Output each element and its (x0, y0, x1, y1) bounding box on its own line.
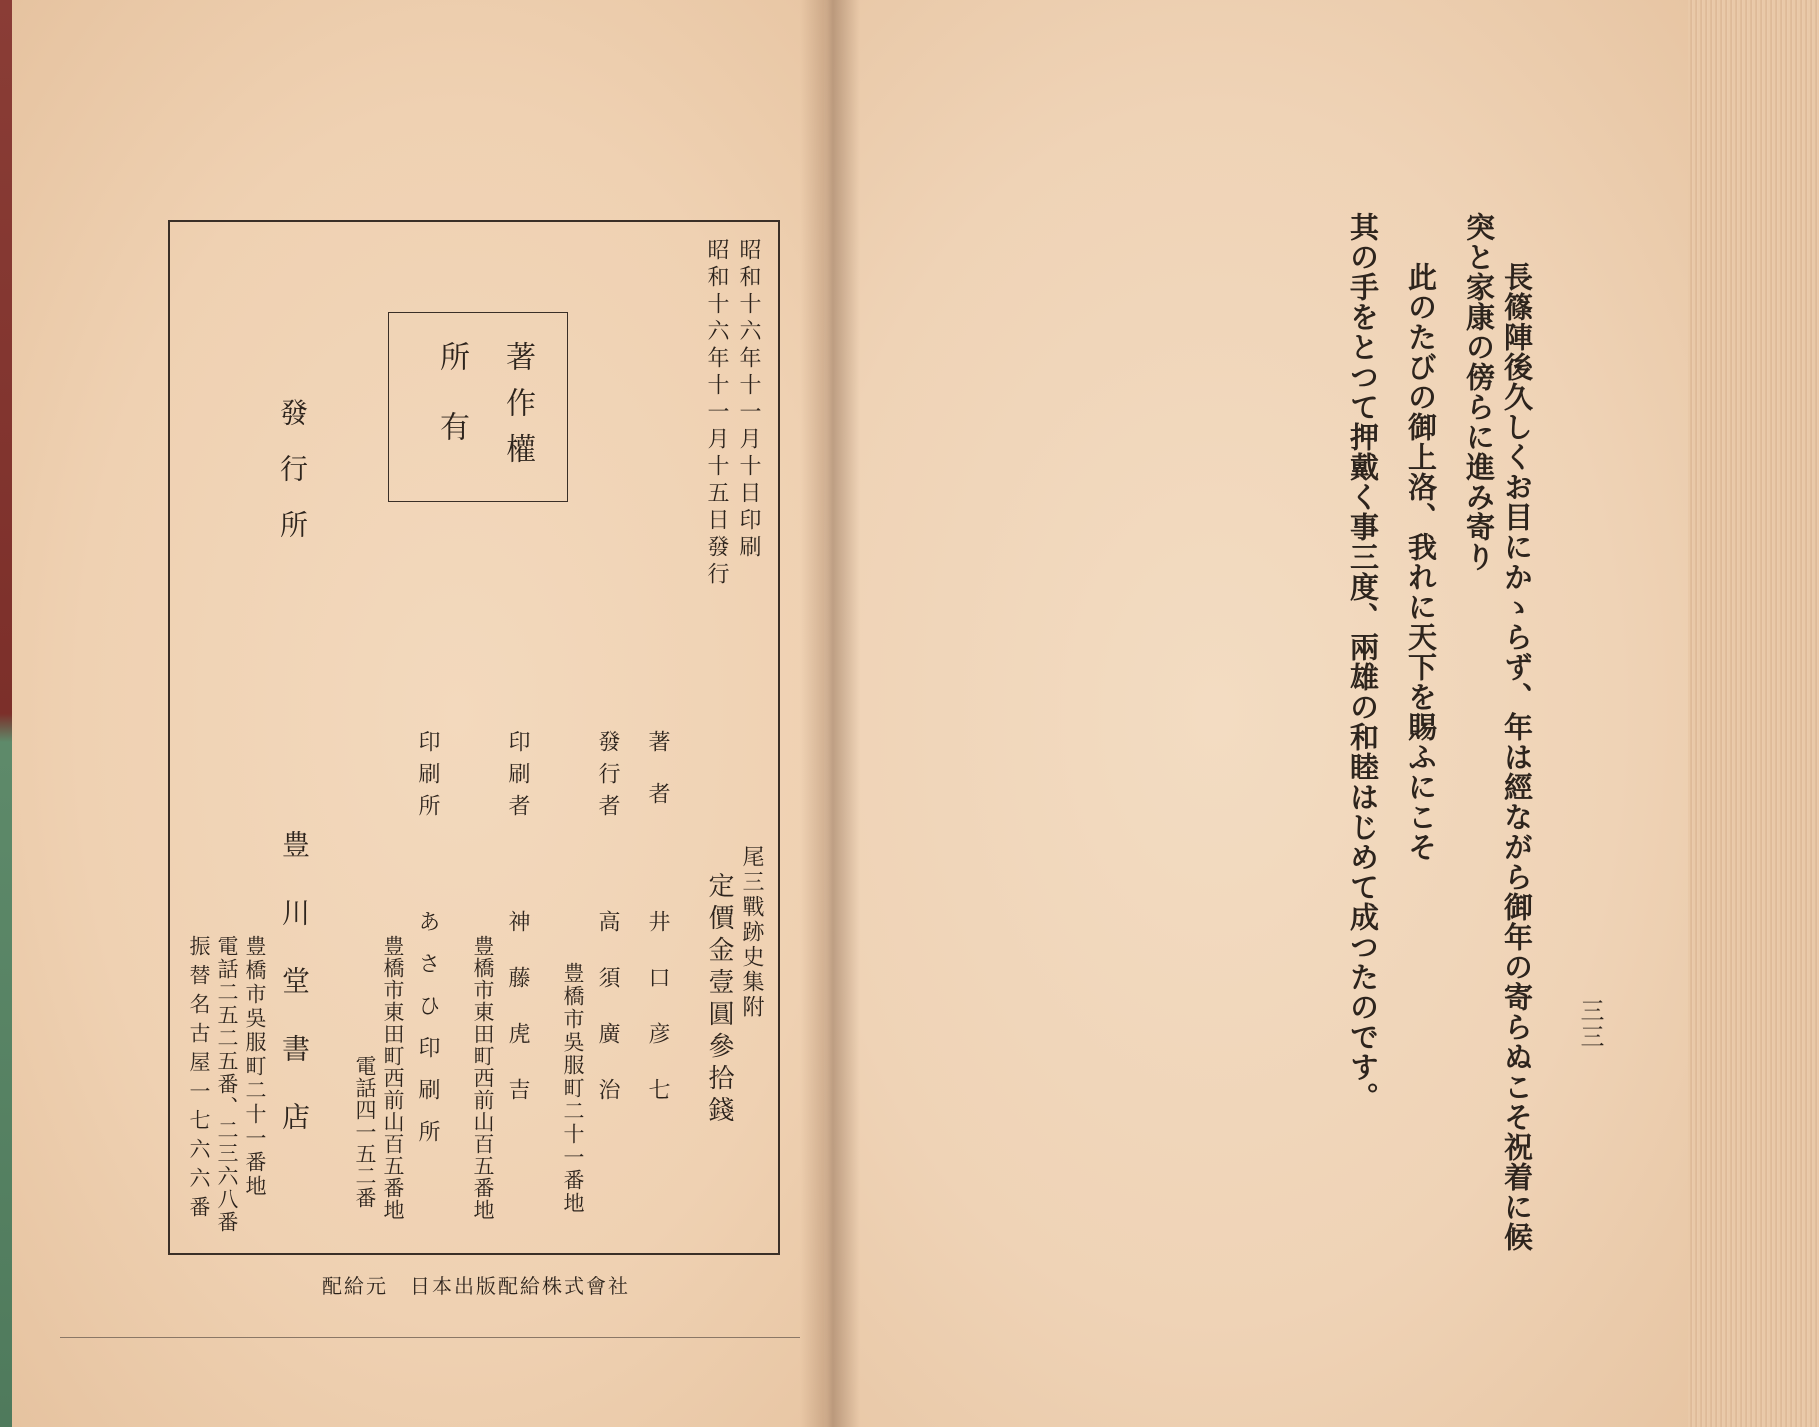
copyright-stamp (388, 312, 568, 502)
page-edges (1688, 0, 1819, 1427)
price: 定價金壹圓參拾錢 (704, 872, 734, 1128)
credit-role-printing-office: 印刷所 (415, 730, 440, 826)
series-note: 尾三戰跡史集附 (739, 845, 764, 1020)
credit-name-printer: 神藤虎吉 (505, 910, 530, 1134)
credit-phone-printing-office: 電話四一五二番 (353, 1055, 377, 1209)
body-line-2: 突と家康の傍らに進み寄り (1462, 212, 1496, 572)
book-gutter (800, 0, 860, 1427)
copyright-stamp-line-2: 所有 (434, 341, 469, 481)
bottom-rule (60, 1337, 800, 1338)
publish-date: 昭和十六年十一月十五日發行 (704, 238, 729, 589)
credit-name-publisher: 高須廣治 (595, 910, 620, 1134)
publisher-office-label: 發行所 (276, 398, 309, 566)
credit-name-printing-office: あさひ印刷所 (415, 910, 440, 1162)
body-line-1: 長篠陣後久しくお目にかゝらず、年は經ながら御年の寄らぬこそ祝着に候 (1500, 262, 1534, 1252)
credit-role-publisher: 發行者 (595, 730, 620, 826)
body-line-3: 此のたびの御上洛、我れに天下を賜ふにこそ (1404, 262, 1438, 862)
credit-address-publisher: 豊橋市吳服町二十一番地 (561, 962, 585, 1215)
credit-role-author: 著者 (645, 730, 670, 834)
right-page (824, 0, 1692, 1427)
distributor-line: 配給元 日本出版配給株式會社 (322, 1274, 630, 1298)
credit-address-printing-office: 豊橋市東田町西前山百五番地 (381, 935, 405, 1221)
page-number: 三三 (1576, 998, 1604, 1050)
publisher-phone: 電話二五二五番、二三六八番 (215, 935, 239, 1234)
publisher-transfer-account: 振替名古屋一七六六番 (187, 935, 211, 1225)
credit-name-author: 井口彦七 (645, 910, 670, 1134)
copyright-stamp-line-1: 著作權 (500, 341, 535, 479)
credit-address-printer: 豊橋市東田町西前山百五番地 (471, 935, 495, 1221)
credit-role-printer: 印刷者 (505, 730, 530, 826)
publisher-address: 豊橋市吳服町二十一番地 (243, 935, 267, 1199)
print-date: 昭和十六年十一月十日印刷 (736, 238, 761, 562)
body-line-4: 其の手をとつて押戴く事三度、兩雄の和睦はじめて成つたのです。 (1346, 212, 1380, 1112)
publisher-name: 豊川堂書店 (278, 830, 311, 1170)
